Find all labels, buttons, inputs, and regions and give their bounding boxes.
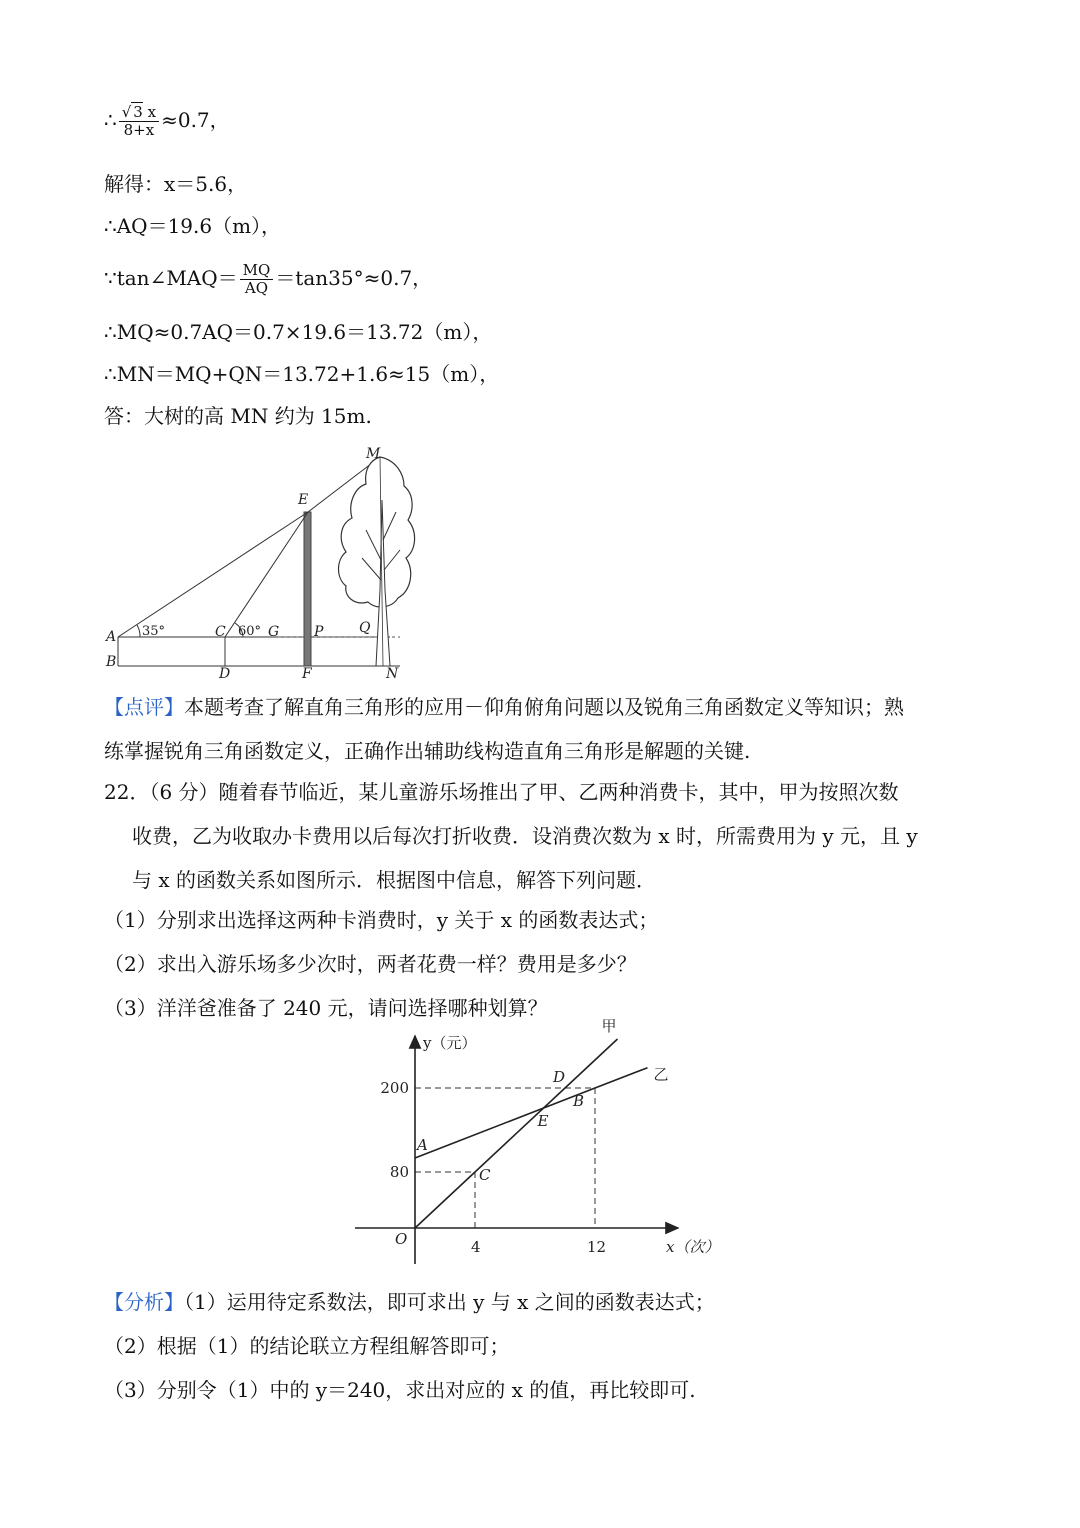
tree-figure — [100, 440, 420, 685]
solution-line-4 — [104, 262, 432, 297]
point-label-b: B — [573, 1092, 585, 1110]
y-tick-label: 200 — [380, 1079, 409, 1097]
problem-22 — [104, 770, 918, 902]
label-c: C — [215, 624, 226, 640]
y-axis-label: y（元） — [423, 1034, 477, 1052]
label-b: B — [106, 654, 117, 670]
question-3: （3）洋洋爸准备了 240 元，请问选择哪种划算？ — [104, 996, 548, 1020]
series-line-jia — [415, 1039, 618, 1228]
solution-line-5: ∴MQ≈0.7AQ＝0.7×19.6＝13.72（m）， — [104, 320, 493, 344]
questions — [104, 898, 658, 1030]
x-tick-label: 4 — [471, 1238, 481, 1256]
point-label-e: E — [537, 1112, 549, 1131]
tan-expression: ∵tan∠MAQ＝ — [104, 266, 238, 290]
x-axis-label: x（次） — [666, 1238, 720, 1256]
sight-line-ce — [225, 512, 308, 637]
denominator: AQ — [244, 279, 269, 297]
comment-line-1 — [104, 685, 904, 729]
pole-ef — [304, 512, 311, 666]
angle-arc-35 — [137, 625, 140, 637]
analysis-text-1: （1）运用待定系数法，即可求出 y 与 x 之间的函数表达式； — [184, 1290, 715, 1314]
point-label-c: C — [479, 1166, 491, 1184]
solution-line-3: ∴AQ＝19.6（m）， — [104, 214, 282, 238]
numerator-var: x — [147, 103, 157, 121]
series-line-yi — [415, 1068, 648, 1158]
analysis-line-2: （2）根据（1）的结论联立方程组解答即可； — [104, 1334, 510, 1358]
label-d: D — [219, 666, 231, 682]
solution-line-6: ∴MN＝MQ+QN＝13.72+1.6≈15（m）， — [104, 362, 500, 386]
comment-paragraph — [104, 685, 904, 773]
solution-line-1 — [104, 104, 230, 139]
x-tick-label: 12 — [587, 1238, 607, 1256]
label-p: P — [314, 624, 324, 640]
sight-line-ae — [118, 512, 308, 637]
numerator: MQ — [240, 262, 274, 280]
series-label-yi: 乙 — [653, 1065, 669, 1084]
origin-label: O — [395, 1230, 408, 1248]
series-label-jia: 甲 — [601, 1017, 617, 1035]
fraction-sqrt3x-over-8plusx: $\frac{√ 3 x}{8+x}$ — [119, 104, 159, 139]
label-f: F — [302, 666, 312, 682]
angle-label-60: 60° — [238, 624, 262, 639]
problem-text-1: （6 分）随着春节临近，某儿童游乐场推出了甲、乙两种消费卡，其中，甲为按照次数 — [149, 780, 899, 804]
comment-text-1: 本题考查了解直角三角形的应用－仰角俯角问题以及锐角三角函数定义等知识；熟 — [184, 695, 904, 719]
analysis-paragraph — [104, 1280, 715, 1412]
analysis-line-1 — [104, 1280, 715, 1324]
comment-tag: 【点评】 — [104, 695, 184, 719]
answer-line: 答：大树的高 MN 约为 15m. — [104, 404, 372, 428]
comment-line-2: 练掌握锐角三角函数定义，正确作出辅助线构造直角三角形是解题的关键. — [104, 739, 751, 763]
question-1: （1）分别求出选择这两种卡消费时，y 关于 x 的函数表达式； — [104, 908, 659, 932]
label-g: G — [268, 624, 280, 640]
approx-value: ≈0.7， — [161, 108, 230, 132]
question-2: （2）求出入游乐场多少次时，两者花费一样？费用是多少？ — [104, 952, 637, 976]
label-a: A — [106, 629, 117, 645]
point-label-d: D — [553, 1068, 566, 1086]
point-label-a: A — [417, 1136, 428, 1154]
function-chart — [350, 1017, 730, 1268]
sqrt-radicand: 3 — [133, 103, 143, 121]
tan-value: ＝tan35°≈0.7， — [275, 266, 433, 290]
angle-label-35: 35° — [142, 624, 166, 639]
fraction-mq-over-aq — [240, 262, 274, 297]
label-q: Q — [359, 620, 371, 636]
analysis-line-3: （3）分别令（1）中的 y＝240，求出对应的 x 的值，再比较即可. — [104, 1378, 696, 1402]
label-m: M — [366, 446, 381, 462]
y-tick-label: 80 — [389, 1163, 409, 1181]
problem-number: 22． — [104, 780, 150, 804]
label-e: E — [298, 492, 309, 508]
problem-line-3: 与 x 的函数关系如图所示．根据图中信息，解答下列问题． — [132, 868, 656, 892]
problem-line-2: 收费，乙为收取办卡费用以后每次打折收费．设消费次数为 x 时，所需费用为 y 元，且 y — [132, 824, 918, 848]
denominator: 8+x — [123, 121, 155, 139]
problem-line-1 — [104, 770, 918, 814]
analysis-tag: 【分析】 — [104, 1290, 184, 1314]
solution-line-2: 解得：x＝5.6， — [104, 172, 248, 196]
therefore-symbol: ∴ — [104, 108, 117, 132]
label-n: N — [386, 666, 399, 682]
